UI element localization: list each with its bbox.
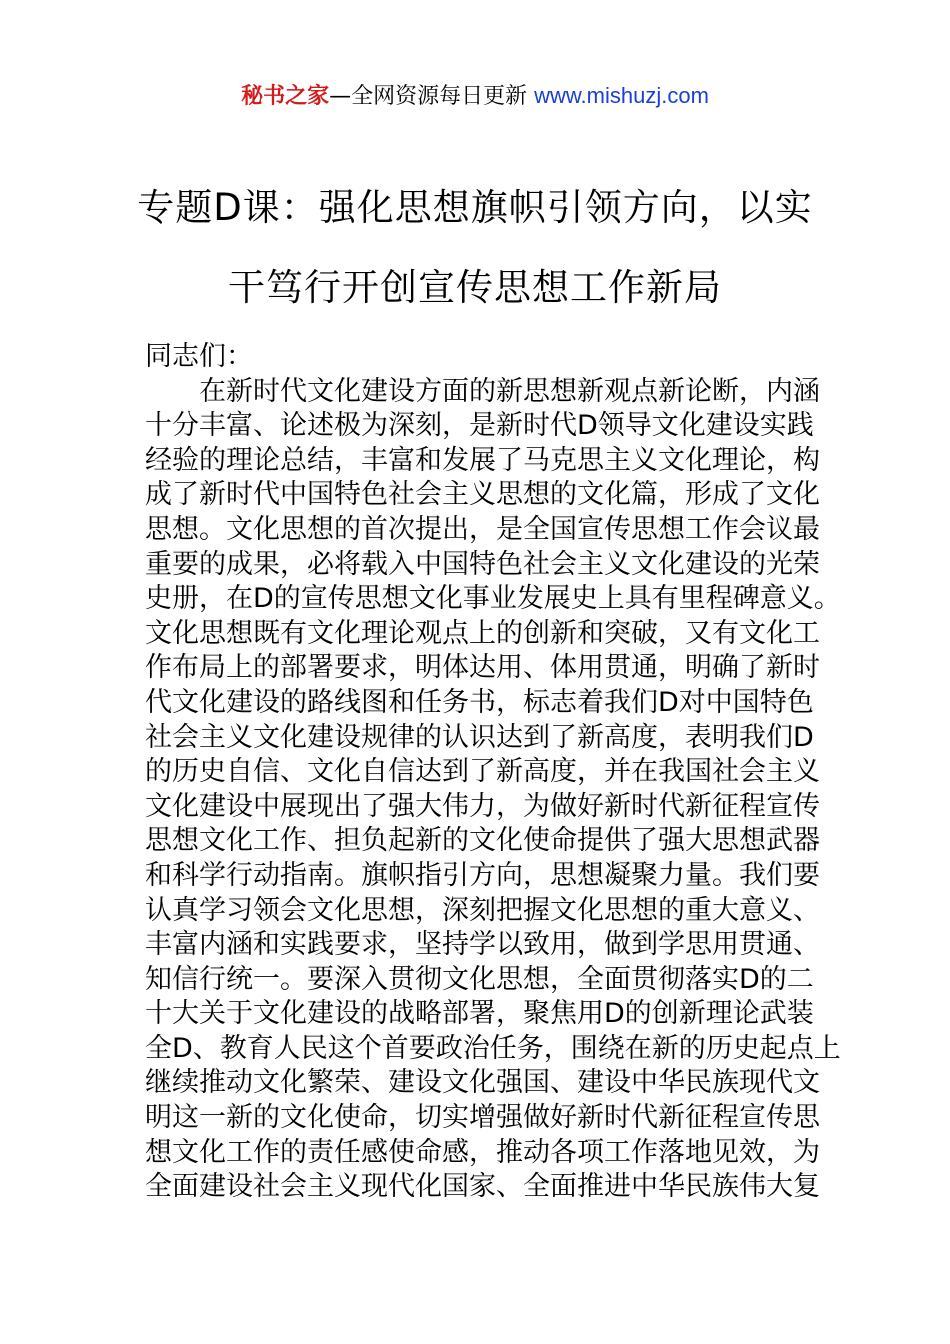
body-line: 重要的成果，必将载入中国特色社会主义文化建设的光荣 (145, 548, 820, 580)
body-line: 社会主义文化建设规律的认识达到了新高度，表明我们D (145, 721, 814, 753)
body-line: 文化建设中展现出了强大伟力，为做好新时代新征程宣传 (145, 790, 820, 822)
brand-name: 秘书之家 (241, 84, 330, 109)
body-line: 丰富内涵和实践要求，坚持学以致用，做到学思用贯通、 (145, 929, 820, 961)
body-line: 思想文化工作、担负起新的文化使命提供了强大思想武器 (145, 825, 820, 857)
body-line: 经验的理论总结，丰富和发展了马克思主义文化理论，构 (145, 444, 820, 476)
title-line-2: 干笃行开创宣传思想工作新局 (228, 266, 722, 309)
salutation: 同志们： (145, 341, 253, 372)
body-line: 的历史自信、文化自信达到了新高度，并在我国社会主义 (145, 756, 820, 788)
site-url-link[interactable]: www.mishuzj.com (534, 83, 709, 108)
body-line: 全面建设社会主义现代化国家、全面推进中华民族伟大复 (145, 1171, 820, 1203)
body-line: 文化思想既有文化理论观点上的创新和突破，又有文化工 (145, 617, 820, 649)
body-line: 知信行统一。要深入贯彻文化思想，全面贯彻落实D的二 (145, 963, 814, 995)
body-line: 继续推动文化繁荣、建设文化强国、建设中华民族现代文 (145, 1067, 820, 1099)
document-body (145, 340, 841, 1205)
body-line: 在新时代文化建设方面的新思想新观点新论断，内涵 (199, 375, 820, 407)
document-title (120, 168, 830, 328)
body-line: 全D、教育人民这个首要政治任务，围绕在新的历史起点上 (145, 1032, 841, 1064)
body-line: 和科学行动指南。旗帜指引方向，思想凝聚力量。我们要 (145, 859, 820, 891)
header-tagline: —全网资源每日更新 (329, 84, 535, 109)
site-header (0, 80, 950, 113)
body-line: 十大关于文化建设的战略部署，聚焦用D的创新理论武装 (145, 998, 814, 1030)
body-line: 十分丰富、论述极为深刻，是新时代D领导文化建设实践 (145, 410, 814, 442)
body-line: 作布局上的部署要求，明体达用、体用贯通，明确了新时 (145, 652, 820, 684)
body-line: 思想。文化思想的首次提出，是全国宣传思想工作会议最 (145, 513, 820, 545)
title-line-1: 专题D课：强化思想旗帜引领方向，以实 (137, 186, 813, 229)
body-line: 明这一新的文化使命，切实增强做好新时代新征程宣传思 (145, 1102, 820, 1134)
body-line: 成了新时代中国特色社会主义思想的文化篇，形成了文化 (145, 479, 820, 511)
body-line: 史册，在D的宣传思想文化事业发展史上具有里程碑意义。 (145, 583, 841, 615)
body-line: 代文化建设的路线图和任务书，标志着我们D对中国特色 (145, 686, 814, 718)
body-line: 认真学习领会文化思想，深刻把握文化思想的重大意义、 (145, 894, 820, 926)
body-line: 想文化工作的责任感使命感，推动各项工作落地见效，为 (145, 1136, 820, 1168)
